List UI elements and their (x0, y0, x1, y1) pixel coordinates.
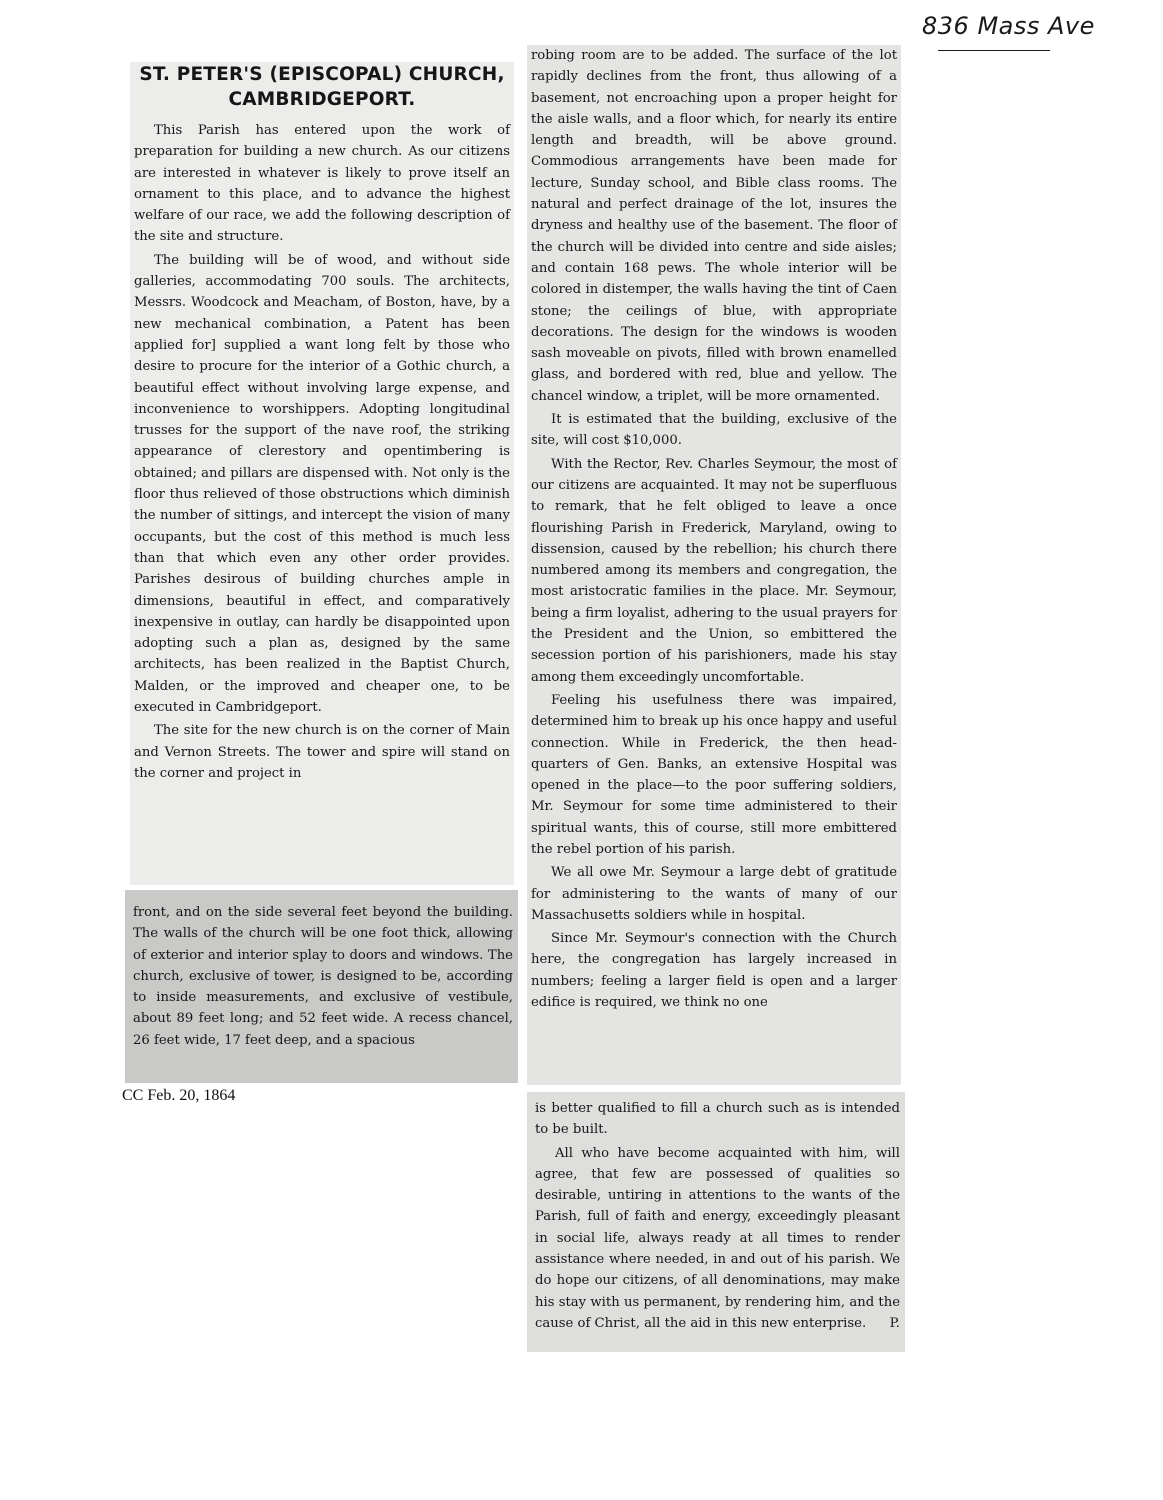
paragraph: With the Rector, Rev. Charles Seymour, the most of our citizens are acquainted. It may not be superfluous to remark, that he felt obliged to leave a once flourishing Parish in Frederick, Maryland, owing to dissension, caused by the rebellion; his church there numbered among its members and congregation, the most aristocratic families in the place. Mr. Seymour, being a firm loyalist, adhering to the usual prayers for the President and the Union, so embittered the secession portion of his parishioners, made his stay among them exceedingly uncomfortable. (531, 456, 897, 685)
clipping-right-column-bottom (527, 1092, 905, 1352)
clipping-left-column-bottom (125, 890, 518, 1083)
source-date-caption: CC Feb. 20, 1864 (122, 1087, 236, 1104)
paragraph: Feeling his usefulness there was impaired, determined him to break up his once happy and useful connection. While in Frederick, the then head-quarters of Gen. Banks, an extensive Hospital was opened in the place—to the poor suffering soldiers, Mr. Seymour for some time administered to their spiritual wants, this of course, still more embittered the rebel portion of his parish. (531, 692, 897, 857)
final-paragraph-text: All who have become acquainted with him, will agree, that few are possessed of qualities so desirable, untiring in attentions to the wants of the Parish, full of faith and energy, exceedingly pleasant in social life, always ready at all times to render assistance where needed, in and out of his parish. We do hope our citizens, of all denominations, may make his stay with us permanent, by rendering him, and the cause of Christ, all the aid in this new enterprise. (535, 1145, 900, 1331)
paragraph-continued: front, and on the side several feet beyond the building. The walls of the church will be one foot thick, allowing of exterior and interior splay to doors and windows. The church, exclusive of tower, is designed to be, according to inside measurements, and exclusive of vestibule, about 89 feet long; and 52 feet wide. A recess chancel, 26 feet wide, 17 feet deep, and a spacious (133, 905, 513, 1048)
handwritten-address-note: 836 Mass Ave (922, 12, 1095, 40)
clipping-left-column-top (130, 62, 514, 885)
paragraph: The building will be of wood, and without side galleries, accommodating 700 souls. The architects, Messrs. Woodcock and Meacham, of Boston, have, by a new mechanical combination, a Patent has been applied for] supplied a want long felt by those who desire to procure for the interior of a Gothic church, a beautiful effect without involving large expense, and inconvenience to worshippers. Adopting longitudinal trusses for the support of the nave roof, the striking appearance of clerestory and opentimbering is obtained; and pillars are dispensed with. Not only is the floor thus relieved of those obstructions which diminish the number of sittings, and intercept the vision of many occupants, but the cost of this method is much less than that which even any other order provides. Parishes desirous of building churches ample in dimensions, beautiful in effect, and comparatively inexpensive in outlay, can hardly be disappointed upon adopting such a plan as, designed by the same architects, has been realized in the Baptist Church, Malden, or the improved and cheaper one, to be executed in Cambridgeport. (134, 252, 510, 716)
paragraph: It is estimated that the building, exclusive of the site, will cost $10,000. (531, 412, 897, 449)
headline-line-1: ST. PETER'S (EPISCOPAL) CHURCH, (139, 64, 505, 85)
clipping-right-column-top (527, 45, 901, 1085)
paragraph: This Parish has entered upon the work of preparation for building a new church. As our citizens are interested in whatever is likely to prove itself an ornament to this place, and to advance the highest welfare of our race, we add the following description of the site and structure. (134, 123, 510, 245)
paragraph-continued: robing room are to be added. The surface of the lot rapidly declines from the front, thus allowing of a basement, not encroaching upon a proper height for the aisle walls, and a floor which, for nearly its entire length and breadth, will be above ground. Commodious arrangements have been made for lecture, Sunday school, and Bible class rooms. The natural and perfect drainage of the lot, insures the dryness and healthy use of the basement. The floor of the church will be divided into centre and side aisles; and contain 168 pews. The whole interior will be colored in distemper, the walls having the tint of Caen stone; the ceilings of blue, with appropriate decorations. The design for the windows is wooden sash moveable on pivots, filled with brown enamelled glass, and bordered with red, blue and yellow. The chancel window, a triplet, will be more ornamented. (531, 48, 897, 404)
author-signature: P. (889, 1315, 900, 1331)
paragraph: The site for the new church is on the corner of Main and Vernon Streets. The tower and spire will stand on the corner and project in (134, 723, 510, 781)
paragraph-continued: is better qualified to fill a church such as is intended to be built. (535, 1101, 900, 1138)
paragraph: Since Mr. Seymour's connection with the Church here, the congregation has largely increased in numbers; feeling a larger field is open and a larger edifice is required, we think no one (531, 931, 897, 1011)
paragraph (535, 1143, 900, 1335)
handwritten-underline (938, 50, 1050, 51)
article-headline (134, 62, 510, 112)
paragraph: We all owe Mr. Seymour a large debt of gratitude for administering to the wants of many of our Massachusetts soldiers while in hospital. (531, 865, 897, 923)
headline-line-2: CAMBRIDGEPORT. (228, 89, 416, 110)
